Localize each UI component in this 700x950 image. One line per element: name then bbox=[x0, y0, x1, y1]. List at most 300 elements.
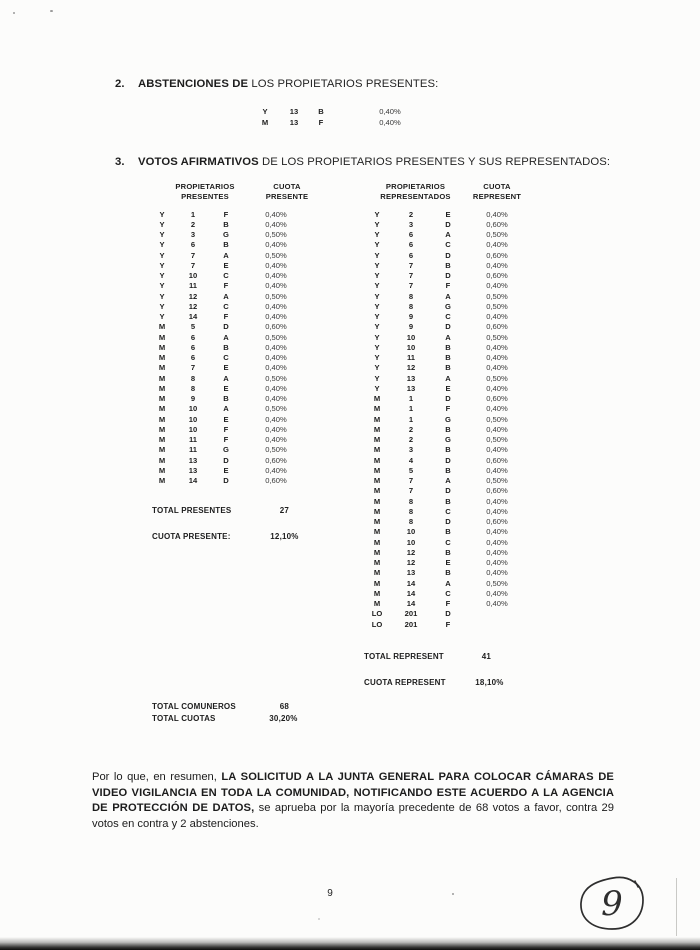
row-number: 1 bbox=[408, 394, 414, 404]
row-cuota: 0,40% bbox=[486, 558, 508, 568]
row-cuota: 0,40% bbox=[486, 404, 508, 414]
row-cuota: 0,40% bbox=[265, 353, 287, 363]
row-type: M bbox=[158, 322, 166, 332]
row-number: 13 bbox=[289, 107, 299, 116]
row-number: 12 bbox=[188, 291, 198, 301]
row-letter: B bbox=[445, 363, 451, 373]
row-type: Y bbox=[374, 271, 380, 281]
row-number: 1 bbox=[408, 414, 414, 424]
table-row bbox=[362, 342, 528, 352]
table-row bbox=[362, 527, 528, 537]
table-row bbox=[362, 322, 528, 332]
row-cuota: 0,60% bbox=[486, 219, 508, 229]
table-row bbox=[147, 445, 309, 455]
row-letter: D bbox=[445, 219, 451, 229]
row-letter: C bbox=[445, 240, 451, 250]
total-cuotas-line bbox=[152, 714, 306, 723]
cuota-presente-label: CUOTA PRESENTE: bbox=[152, 532, 231, 541]
header-line: PROPIETARIOS bbox=[175, 182, 235, 191]
table-row bbox=[147, 455, 309, 465]
cuota-represent-label: CUOTA REPRESENT bbox=[364, 678, 446, 687]
row-number: 8 bbox=[408, 517, 414, 527]
row-cuota: 0,40% bbox=[486, 209, 508, 219]
row-letter: A bbox=[445, 332, 451, 342]
row-number: 12 bbox=[406, 363, 416, 373]
row-cuota: 0,50% bbox=[486, 476, 508, 486]
row-cuota: 0,50% bbox=[265, 230, 287, 240]
row-number: 10 bbox=[188, 404, 198, 414]
row-letter: B bbox=[445, 465, 451, 475]
row-cuota: 0,50% bbox=[265, 404, 287, 414]
row-number: 6 bbox=[190, 240, 196, 250]
row-number: 3 bbox=[408, 445, 414, 455]
table-row bbox=[362, 312, 528, 322]
row-letter: F bbox=[223, 424, 229, 434]
row-type: Y bbox=[374, 322, 380, 332]
row-number: 9 bbox=[408, 322, 414, 332]
table-row bbox=[362, 486, 528, 496]
total-comuneros-value: 68 bbox=[279, 702, 290, 711]
table-row bbox=[362, 383, 528, 393]
table-row bbox=[362, 619, 528, 629]
total-presentes-label: TOTAL PRESENTES bbox=[152, 506, 232, 515]
row-type: Y bbox=[374, 373, 380, 383]
row-number: 5 bbox=[190, 322, 196, 332]
row-number: 12 bbox=[188, 301, 198, 311]
table-row bbox=[147, 240, 309, 250]
row-letter: F bbox=[445, 599, 451, 609]
row-number: 13 bbox=[188, 455, 198, 465]
row-cuota: 0,40% bbox=[486, 445, 508, 455]
section-2-title-bold: ABSTENCIONES DE bbox=[138, 78, 249, 90]
row-letter: B bbox=[445, 568, 451, 578]
row-type: M bbox=[158, 373, 166, 383]
row-type: Y bbox=[374, 312, 380, 322]
row-letter: D bbox=[445, 271, 451, 281]
row-type: M bbox=[373, 558, 381, 568]
row-type: M bbox=[373, 455, 381, 465]
row-number: 14 bbox=[406, 599, 416, 609]
row-number: 10 bbox=[406, 537, 416, 547]
row-cuota: 0,40% bbox=[486, 383, 508, 393]
row-number: 7 bbox=[408, 271, 414, 281]
row-cuota: 0,40% bbox=[486, 240, 508, 250]
row-type: M bbox=[373, 394, 381, 404]
row-number: 6 bbox=[408, 230, 414, 240]
table-row bbox=[362, 219, 528, 229]
row-cuota: 0,40% bbox=[486, 342, 508, 352]
table-row bbox=[362, 455, 528, 465]
row-letter: A bbox=[223, 373, 229, 383]
row-cuota: 0,50% bbox=[486, 578, 508, 588]
row-type: M bbox=[373, 527, 381, 537]
row-letter: E bbox=[223, 414, 229, 424]
row-cuota: 0,40% bbox=[265, 260, 287, 270]
row-number: 2 bbox=[190, 219, 196, 229]
summary-lead: Por lo que, en resumen, bbox=[92, 771, 222, 783]
row-type: Y bbox=[374, 281, 380, 291]
row-type: M bbox=[373, 568, 381, 578]
row-letter: F bbox=[445, 619, 451, 629]
row-type: M bbox=[373, 588, 381, 598]
table-row bbox=[147, 363, 309, 373]
table-row bbox=[362, 209, 528, 219]
row-cuota: 0,60% bbox=[486, 271, 508, 281]
row-cuota: 0,40% bbox=[486, 363, 508, 373]
row-type: M bbox=[158, 332, 166, 342]
row-number: 1 bbox=[408, 404, 414, 414]
row-letter: D bbox=[445, 250, 451, 260]
row-cuota: 0,50% bbox=[486, 435, 508, 445]
table-row bbox=[147, 465, 309, 475]
table-row bbox=[362, 414, 528, 424]
row-type: Y bbox=[159, 291, 165, 301]
row-letter: B bbox=[445, 496, 451, 506]
row-letter: A bbox=[445, 373, 451, 383]
handwritten-digit: 9 bbox=[601, 884, 623, 924]
row-letter: G bbox=[445, 435, 451, 445]
row-number: 12 bbox=[406, 558, 416, 568]
row-type: M bbox=[158, 455, 166, 465]
row-number: 7 bbox=[190, 260, 196, 270]
row-letter: F bbox=[223, 312, 229, 322]
row-cuota: 0,50% bbox=[265, 332, 287, 342]
row-cuota: 0,40% bbox=[265, 312, 287, 322]
row-letter: C bbox=[445, 537, 451, 547]
row-number: 6 bbox=[408, 240, 414, 250]
table-row bbox=[147, 209, 309, 219]
row-letter: D bbox=[445, 517, 451, 527]
row-number: 6 bbox=[408, 250, 414, 260]
row-cuota: 0,40% bbox=[486, 424, 508, 434]
row-type: M bbox=[158, 435, 166, 445]
table-row bbox=[147, 353, 309, 363]
row-number: 10 bbox=[406, 332, 416, 342]
row-cuota: 0,40% bbox=[486, 353, 508, 363]
row-letter: B bbox=[445, 445, 451, 455]
row-cuota: 0,40% bbox=[486, 547, 508, 557]
row-type: M bbox=[158, 424, 166, 434]
table-row bbox=[147, 291, 309, 301]
row-letter: D bbox=[223, 322, 229, 332]
table-row bbox=[147, 383, 309, 393]
row-type: Y bbox=[374, 363, 380, 373]
row-letter: E bbox=[223, 465, 229, 475]
row-type: Y bbox=[374, 342, 380, 352]
row-type: M bbox=[373, 424, 381, 434]
row-type: M bbox=[373, 547, 381, 557]
row-number: 13 bbox=[406, 383, 416, 393]
row-cuota: 0,40% bbox=[265, 414, 287, 424]
table-row bbox=[362, 588, 528, 598]
table-row bbox=[147, 394, 309, 404]
row-number: 7 bbox=[190, 363, 196, 373]
row-type: M bbox=[373, 465, 381, 475]
abstention-row bbox=[250, 106, 418, 117]
row-cuota: 0,40% bbox=[486, 496, 508, 506]
section-3-title-rest: DE LOS PROPIETARIOS PRESENTES Y SUS REPRESENTADOS: bbox=[258, 156, 611, 168]
section-2-heading bbox=[115, 78, 438, 90]
row-letter: A bbox=[223, 332, 229, 342]
row-cuota: 0,40% bbox=[265, 219, 287, 229]
row-type: M bbox=[373, 599, 381, 609]
row-number: 2 bbox=[408, 209, 414, 219]
row-letter: B bbox=[223, 240, 229, 250]
table-row bbox=[362, 240, 528, 250]
row-letter: F bbox=[318, 118, 324, 127]
table-row bbox=[362, 230, 528, 240]
summary-rest: se aprueba por la mayoría precedente de 68 votos a favor, contra 29 votos en contra y 2 abstenciones. bbox=[92, 802, 614, 830]
row-letter: F bbox=[445, 404, 451, 414]
row-letter: E bbox=[223, 383, 229, 393]
table-row bbox=[362, 558, 528, 568]
row-type: Y bbox=[374, 291, 380, 301]
row-number: 9 bbox=[190, 394, 196, 404]
row-type: Y bbox=[159, 271, 165, 281]
row-cuota: 0,40% bbox=[486, 506, 508, 516]
header-line: PRESENTE bbox=[265, 191, 309, 201]
table-row bbox=[147, 435, 309, 445]
total-comuneros-label: TOTAL COMUNEROS bbox=[152, 702, 236, 711]
row-number: 6 bbox=[190, 353, 196, 363]
row-letter: E bbox=[445, 383, 451, 393]
row-type: M bbox=[373, 414, 381, 424]
table-row bbox=[362, 517, 528, 527]
row-number: 10 bbox=[406, 527, 416, 537]
total-presentes-line bbox=[152, 506, 296, 515]
total-presentes-value: 27 bbox=[279, 506, 290, 515]
row-type: M bbox=[373, 445, 381, 455]
total-represent-line bbox=[364, 652, 498, 661]
row-cuota: 0,50% bbox=[265, 445, 287, 455]
row-letter: D bbox=[445, 455, 451, 465]
table-row bbox=[147, 312, 309, 322]
scan-speck bbox=[452, 893, 454, 895]
table-row bbox=[362, 537, 528, 547]
header-line: CUOTA bbox=[483, 182, 511, 191]
row-number: 10 bbox=[406, 342, 416, 352]
row-type: M bbox=[158, 383, 166, 393]
row-cuota: 0,40% bbox=[265, 435, 287, 445]
table-row bbox=[362, 465, 528, 475]
row-cuota: 0,40% bbox=[265, 281, 287, 291]
row-type: Y bbox=[159, 281, 165, 291]
table-row bbox=[362, 578, 528, 588]
row-type: M bbox=[373, 517, 381, 527]
table-row bbox=[362, 373, 528, 383]
row-cuota: 0,60% bbox=[486, 455, 508, 465]
total-comuneros-line bbox=[152, 702, 296, 711]
header-line: CUOTA bbox=[273, 182, 301, 191]
table-row bbox=[147, 250, 309, 260]
header-line: PRESENTES bbox=[181, 191, 229, 201]
table-row bbox=[362, 404, 528, 414]
row-number: 11 bbox=[188, 435, 198, 445]
table-row bbox=[362, 599, 528, 609]
row-number: 13 bbox=[406, 373, 416, 383]
row-type: M bbox=[158, 342, 166, 352]
table-row bbox=[362, 353, 528, 363]
row-type: Y bbox=[374, 209, 380, 219]
row-number: 6 bbox=[190, 332, 196, 342]
row-cuota: 0,40% bbox=[265, 209, 287, 219]
row-type: M bbox=[373, 435, 381, 445]
row-letter: C bbox=[445, 588, 451, 598]
row-letter: D bbox=[223, 455, 229, 465]
row-letter: E bbox=[445, 558, 451, 568]
table-row bbox=[147, 342, 309, 352]
table-row bbox=[147, 404, 309, 414]
total-represent-label: TOTAL REPRESENT bbox=[364, 652, 444, 661]
cuota-presente-column-header bbox=[247, 182, 327, 201]
presentes-table-body bbox=[147, 209, 309, 486]
row-number: 2 bbox=[408, 424, 414, 434]
row-letter: F bbox=[223, 281, 229, 291]
row-cuota: 0,50% bbox=[486, 332, 508, 342]
row-type: M bbox=[158, 394, 166, 404]
row-type: M bbox=[158, 404, 166, 414]
row-cuota: 0,50% bbox=[486, 291, 508, 301]
row-letter: B bbox=[445, 342, 451, 352]
scan-speck bbox=[318, 918, 320, 920]
row-type: Y bbox=[374, 260, 380, 270]
row-cuota: 0,50% bbox=[486, 301, 508, 311]
row-cuota: 0,50% bbox=[265, 250, 287, 260]
row-letter: C bbox=[445, 312, 451, 322]
row-cuota: 0,40% bbox=[265, 383, 287, 393]
row-number: 8 bbox=[408, 291, 414, 301]
table-row bbox=[147, 271, 309, 281]
abstention-row bbox=[250, 117, 418, 128]
row-cuota: 0,50% bbox=[486, 230, 508, 240]
row-type: Y bbox=[374, 250, 380, 260]
row-letter: B bbox=[445, 424, 451, 434]
row-number: 13 bbox=[406, 568, 416, 578]
row-number: 2 bbox=[408, 435, 414, 445]
table-row bbox=[362, 363, 528, 373]
row-letter: G bbox=[445, 301, 451, 311]
row-letter: C bbox=[223, 353, 229, 363]
row-letter: B bbox=[445, 260, 451, 270]
row-type: M bbox=[373, 404, 381, 414]
row-number: 11 bbox=[188, 445, 198, 455]
row-number: 8 bbox=[408, 506, 414, 516]
table-row bbox=[362, 291, 528, 301]
row-type: M bbox=[158, 465, 166, 475]
row-number: 10 bbox=[188, 414, 198, 424]
row-cuota: 0,40% bbox=[265, 271, 287, 281]
row-cuota: 0,50% bbox=[486, 414, 508, 424]
row-letter: D bbox=[223, 476, 229, 486]
row-number: 14 bbox=[188, 312, 198, 322]
row-letter: A bbox=[445, 230, 451, 240]
row-number: 10 bbox=[188, 271, 198, 281]
table-row bbox=[147, 281, 309, 291]
row-letter: G bbox=[223, 445, 229, 455]
table-row bbox=[362, 394, 528, 404]
table-row bbox=[362, 506, 528, 516]
row-type: Y bbox=[159, 240, 165, 250]
row-cuota: 0,40% bbox=[486, 312, 508, 322]
row-cuota: 0,40% bbox=[265, 424, 287, 434]
table-row bbox=[362, 260, 528, 270]
table-row bbox=[147, 260, 309, 270]
row-cuota: 0,40% bbox=[486, 599, 508, 609]
page-number: 9 bbox=[327, 888, 333, 899]
row-cuota: 0,60% bbox=[486, 322, 508, 332]
table-row bbox=[362, 271, 528, 281]
row-cuota: 0,40% bbox=[265, 240, 287, 250]
row-type: M bbox=[373, 486, 381, 496]
table-row bbox=[147, 301, 309, 311]
row-letter: A bbox=[223, 250, 229, 260]
row-number: 201 bbox=[404, 619, 418, 629]
scan-speck bbox=[13, 12, 15, 14]
row-cuota: 0,60% bbox=[265, 455, 287, 465]
row-cuota: 0,60% bbox=[486, 394, 508, 404]
total-cuotas-value: 30,20% bbox=[269, 714, 298, 723]
row-type: Y bbox=[159, 312, 165, 322]
row-letter: B bbox=[223, 394, 229, 404]
row-letter: E bbox=[223, 363, 229, 373]
row-letter: B bbox=[445, 527, 451, 537]
row-cuota: 0,40% bbox=[265, 465, 287, 475]
row-number: 11 bbox=[188, 281, 198, 291]
table-row bbox=[362, 609, 528, 619]
header-line: PROPIETARIOS bbox=[385, 182, 446, 191]
row-letter: C bbox=[223, 271, 229, 281]
row-type: Y bbox=[159, 250, 165, 260]
row-number: 7 bbox=[408, 476, 414, 486]
table-row bbox=[147, 322, 309, 332]
row-letter: A bbox=[223, 291, 229, 301]
cuota-presente-value: 12,10% bbox=[270, 532, 299, 541]
row-letter: B bbox=[223, 342, 229, 352]
row-number: 8 bbox=[190, 383, 196, 393]
row-letter: A bbox=[445, 578, 451, 588]
row-number: 10 bbox=[188, 424, 198, 434]
row-type: Y bbox=[374, 230, 380, 240]
row-cuota: 0,40% bbox=[379, 118, 401, 127]
row-number: 6 bbox=[190, 342, 196, 352]
section-3-heading bbox=[115, 156, 610, 168]
row-letter: B bbox=[445, 547, 451, 557]
row-number: 4 bbox=[408, 455, 414, 465]
row-type: M bbox=[158, 363, 166, 373]
handwritten-circled-number bbox=[572, 872, 654, 936]
row-cuota: 0,40% bbox=[486, 281, 508, 291]
abstentions-table bbox=[250, 106, 418, 128]
row-number: 13 bbox=[188, 465, 198, 475]
row-letter: D bbox=[445, 394, 451, 404]
row-letter: E bbox=[445, 209, 451, 219]
row-cuota: 0,60% bbox=[265, 322, 287, 332]
row-number: 8 bbox=[408, 496, 414, 506]
row-number: 13 bbox=[289, 118, 299, 127]
row-letter: D bbox=[445, 486, 451, 496]
row-cuota: 0,40% bbox=[379, 107, 401, 116]
table-row bbox=[147, 373, 309, 383]
table-row bbox=[362, 435, 528, 445]
total-cuotas-label: TOTAL CUOTAS bbox=[152, 714, 216, 723]
row-type: Y bbox=[262, 107, 268, 116]
row-type: Y bbox=[159, 230, 165, 240]
row-letter: G bbox=[223, 230, 229, 240]
total-represent-value: 41 bbox=[481, 652, 492, 661]
row-cuota: 0,60% bbox=[265, 476, 287, 486]
row-type: LO bbox=[371, 609, 383, 619]
row-letter: F bbox=[445, 281, 451, 291]
